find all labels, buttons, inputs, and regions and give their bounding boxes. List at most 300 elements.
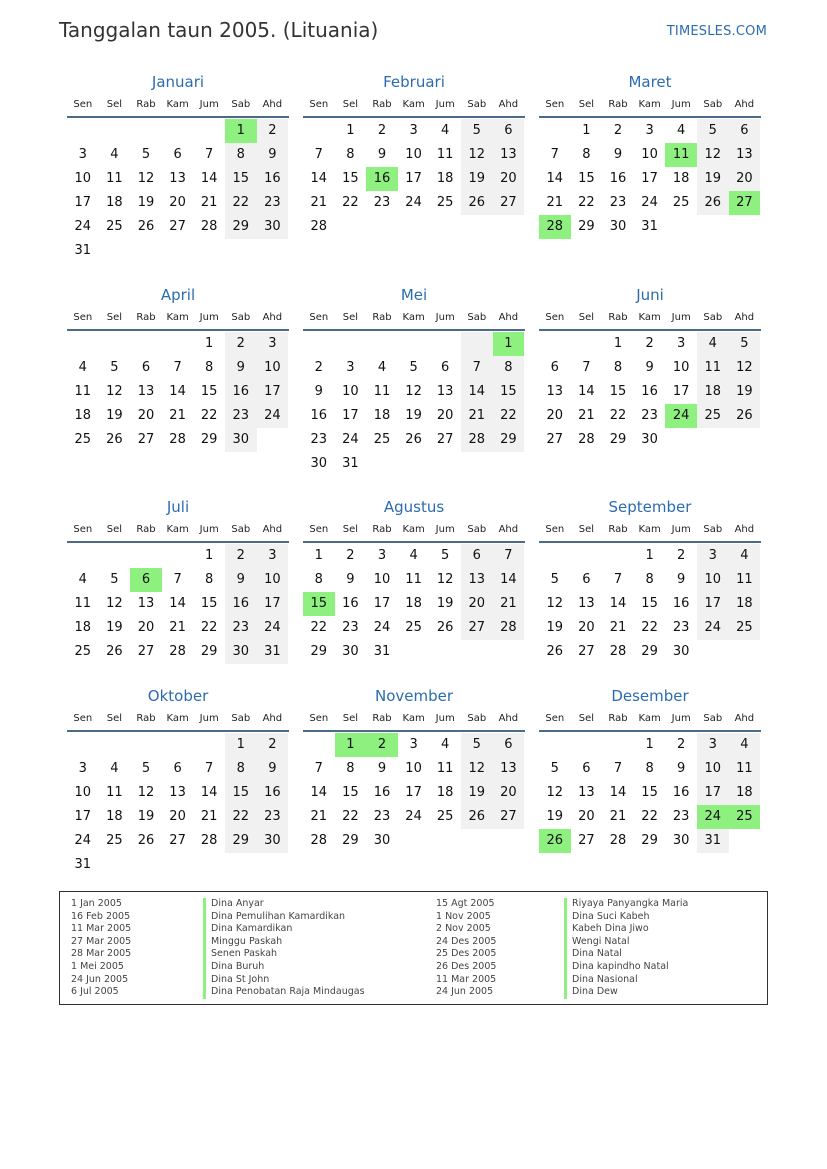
day-cell: 21 [310,809,328,824]
day-grid [539,119,761,239]
day-cell: 16 [672,785,690,800]
day-cell: 19 [436,596,454,611]
day-cell: 25 [672,195,690,210]
day-cell: 2 [225,544,257,568]
day-cell: 3 [257,544,289,568]
empty-cell [67,544,99,568]
day-cell: 25 [405,620,422,635]
day-cell: 13 [137,596,155,611]
empty-cell [303,332,335,356]
day-cell: 6 [550,360,559,375]
weekday-label: Rab [136,99,156,110]
weekday-header [303,307,525,331]
day-cell: 22 [200,408,218,423]
weekday-label: Sen [545,713,565,724]
holiday-day-cell: 24 [665,404,697,428]
weekday-label: Rab [136,524,156,535]
day-cell: 27 [169,219,186,234]
day-cell: 15 [200,596,218,611]
day-cell: 21 [609,620,627,635]
day-cell: 9 [613,147,623,162]
day-cell: 14 [546,171,564,186]
weekday-header [539,307,761,331]
day-cell: 18 [106,195,123,210]
day-cell: 20 [493,167,525,191]
day-cell: 8 [493,356,525,380]
holiday-day-cell: 16 [366,167,398,191]
day-cell: 8 [613,360,623,375]
day-cell: 17 [405,171,422,186]
day-cell: 25 [697,404,729,428]
day-cell: 23 [342,620,359,635]
weekday-header [67,708,289,732]
day-cell: 17 [257,592,289,616]
legend-holiday-name: Riyaya Panyangka Maria [564,898,688,911]
day-cell: 31 [257,640,289,664]
empty-cell [130,119,162,143]
day-cell: 5 [141,147,151,162]
legend-date: 2 Nov 2005 [436,923,491,935]
day-cell: 24 [74,833,92,848]
day-cell: 8 [205,572,214,587]
day-cell: 10 [257,356,289,380]
day-cell: 6 [493,119,525,143]
day-cell: 26 [697,191,729,215]
day-cell: 9 [377,147,387,162]
day-cell: 23 [373,195,391,210]
legend-names-left [203,898,365,999]
day-cell: 4 [110,147,119,162]
day-cell: 15 [342,171,359,186]
day-cell: 13 [546,384,564,399]
day-cell: 2 [377,123,387,138]
day-cell: 27 [578,833,595,848]
day-cell: 11 [729,568,761,592]
weekday-label: Jum [435,312,455,323]
day-cell: 29 [342,833,359,848]
day-cell: 12 [697,143,729,167]
holiday-day-cell: 1 [493,332,525,356]
day-cell: 12 [461,757,493,781]
day-cell: 6 [493,733,525,757]
day-cell: 3 [346,360,355,375]
day-cell: 17 [672,384,690,399]
month-name: Juni [636,286,664,304]
legend-holiday-name: Dina Penobatan Raja Mindaugas [203,986,365,999]
day-cell: 30 [672,833,690,848]
weekday-label: Kam [402,99,425,110]
day-cell: 19 [461,167,493,191]
weekday-label: Ahd [734,713,755,724]
day-cell: 8 [346,761,355,776]
weekday-label: Ahd [734,99,755,110]
day-cell: 20 [137,408,155,423]
day-cell: 4 [377,360,387,375]
day-cell: 19 [546,620,564,635]
weekday-label: Sen [545,99,565,110]
month-februari [303,72,525,239]
day-cell: 15 [200,384,218,399]
day-cell: 25 [106,219,123,234]
day-cell: 1 [314,548,323,563]
month-september [539,497,761,664]
weekday-label: Ahd [734,524,755,535]
day-cell: 7 [550,147,559,162]
day-cell: 14 [169,596,186,611]
page-title: Tanggalan taun 2005. (Lituania) [59,18,379,42]
day-cell: 27 [461,616,493,640]
day-grid [67,332,289,452]
day-cell: 7 [461,356,493,380]
legend-date: 1 Nov 2005 [436,910,491,922]
empty-cell [571,332,603,356]
weekday-label: Kam [166,524,189,535]
weekday-label: Sel [106,99,123,110]
day-cell: 8 [225,757,257,781]
day-cell: 14 [461,380,493,404]
day-grid [539,332,761,452]
day-cell: 7 [493,544,525,568]
day-cell: 31 [373,644,391,659]
day-cell: 2 [346,548,355,563]
day-cell: 5 [110,360,119,375]
holiday-day-cell: 6 [130,568,162,592]
day-cell: 2 [314,360,323,375]
day-cell: 19 [546,809,564,824]
day-cell: 22 [493,404,525,428]
day-cell: 22 [310,620,328,635]
day-cell: 14 [200,171,218,186]
day-cell: 15 [578,171,595,186]
day-cell: 15 [225,167,257,191]
month-name: September [608,498,692,516]
day-cell: 26 [729,404,761,428]
day-cell: 10 [405,147,422,162]
day-cell: 30 [672,644,690,659]
day-cell: 7 [205,147,214,162]
day-cell: 9 [677,572,686,587]
empty-cell [130,332,162,356]
day-cell: 13 [169,171,186,186]
day-cell: 7 [613,761,623,776]
weekday-label: Jum [671,312,691,323]
legend-date: 24 Des 2005 [436,935,497,947]
day-cell: 13 [729,143,761,167]
day-cell: 22 [225,191,257,215]
day-cell: 30 [257,215,289,239]
day-cell: 23 [310,432,328,447]
weekday-label: Sen [73,524,93,535]
weekday-header [67,519,289,543]
day-cell: 30 [257,829,289,853]
weekday-label: Ahd [262,524,283,535]
day-cell: 12 [106,384,123,399]
month-name: Februari [383,73,445,91]
weekday-header [303,708,525,732]
day-cell: 19 [697,167,729,191]
day-cell: 3 [697,544,729,568]
day-cell: 22 [200,620,218,635]
weekday-label: Kam [638,524,661,535]
weekday-label: Jum [435,713,455,724]
day-cell: 6 [582,572,591,587]
legend-date: 28 Mar 2005 [71,948,132,960]
month-name: Maret [628,73,672,91]
day-cell: 25 [74,644,92,659]
day-cell: 12 [729,356,761,380]
day-cell: 16 [672,596,690,611]
empty-cell [366,332,398,356]
month-april [67,285,289,452]
day-cell: 16 [225,592,257,616]
day-cell: 10 [373,572,391,587]
day-cell: 3 [377,548,387,563]
day-cell: 19 [729,380,761,404]
day-cell: 22 [641,620,658,635]
legend-holiday-name: Wengi Natal [564,936,688,949]
day-cell: 29 [225,829,257,853]
empty-cell [539,332,571,356]
day-cell: 25 [729,616,761,640]
weekday-label: Sen [73,312,93,323]
day-cell: 7 [613,572,623,587]
day-cell: 2 [645,336,654,351]
day-cell: 19 [106,620,123,635]
day-cell: 19 [106,408,123,423]
day-cell: 10 [405,761,422,776]
empty-cell [193,733,225,757]
weekday-label: Sel [578,99,595,110]
day-cell: 23 [641,408,658,423]
empty-cell [67,733,99,757]
day-cell: 17 [405,785,422,800]
weekday-label: Kam [166,312,189,323]
weekday-label: Rab [372,312,392,323]
weekday-label: Kam [402,312,425,323]
weekday-label: Jum [671,99,691,110]
day-cell: 28 [169,644,186,659]
day-cell: 11 [106,171,123,186]
day-cell: 12 [137,785,155,800]
empty-cell [67,119,99,143]
day-cell: 23 [609,195,627,210]
day-cell: 21 [546,195,564,210]
legend-date: 25 Des 2005 [436,948,497,960]
day-cell: 29 [641,644,658,659]
day-cell: 17 [373,596,391,611]
day-grid [539,544,761,664]
day-cell: 12 [546,596,564,611]
empty-cell [162,733,194,757]
day-grid [67,733,289,877]
day-cell: 4 [697,332,729,356]
day-cell: 21 [310,195,328,210]
brand-link[interactable]: TIMESLES.COM [666,24,767,39]
weekday-label: Ahd [498,99,519,110]
day-cell: 21 [200,195,218,210]
day-cell: 21 [200,809,218,824]
day-cell: 30 [310,456,328,471]
holiday-legend [59,891,768,1005]
day-grid [67,119,289,263]
day-cell: 13 [578,596,595,611]
day-cell: 16 [609,171,627,186]
weekday-label: Jum [671,713,691,724]
empty-cell [429,332,461,356]
day-cell: 24 [257,404,289,428]
day-cell: 25 [436,809,454,824]
weekday-label: Ahd [262,713,283,724]
day-cell: 2 [677,737,686,752]
day-cell: 23 [672,620,690,635]
day-cell: 20 [493,781,525,805]
day-cell: 6 [461,544,493,568]
day-cell: 8 [225,143,257,167]
day-cell: 17 [697,781,729,805]
day-cell: 29 [310,644,328,659]
day-cell: 29 [641,833,658,848]
day-cell: 30 [373,833,391,848]
weekday-label: Sen [309,312,329,323]
legend-date: 6 Jul 2005 [71,986,119,998]
day-cell: 4 [677,123,686,138]
day-cell: 21 [493,592,525,616]
day-cell: 21 [461,404,493,428]
day-cell: 4 [441,123,450,138]
day-cell: 11 [405,572,422,587]
day-cell: 13 [461,568,493,592]
weekday-label: Sel [106,312,123,323]
legend-holiday-name: Dina St John [203,974,365,987]
month-oktober [67,686,289,877]
day-cell: 13 [493,143,525,167]
day-grid [303,119,525,239]
day-cell: 27 [137,432,155,447]
day-cell: 18 [373,408,391,423]
day-cell: 5 [550,761,559,776]
day-cell: 23 [225,404,257,428]
day-cell: 1 [582,123,591,138]
day-cell: 17 [342,408,359,423]
weekday-label: Sen [545,312,565,323]
day-cell: 8 [205,360,214,375]
day-cell: 14 [493,568,525,592]
day-cell: 3 [409,737,418,752]
day-cell: 1 [205,548,214,563]
weekday-header [67,307,289,331]
empty-cell [67,332,99,356]
legend-holiday-name: Dina Pemulihan Kamardikan [203,911,365,924]
day-cell: 28 [169,432,186,447]
day-cell: 9 [314,384,323,399]
day-cell: 4 [729,733,761,757]
day-cell: 11 [697,356,729,380]
weekday-label: Kam [402,524,425,535]
day-cell: 30 [641,432,658,447]
day-cell: 14 [609,785,627,800]
day-cell: 18 [729,592,761,616]
holiday-day-cell: 15 [303,592,335,616]
day-cell: 25 [106,833,123,848]
day-cell: 23 [257,191,289,215]
weekday-label: Sab [231,524,251,535]
month-name: Desember [611,687,689,705]
weekday-label: Rab [608,312,628,323]
day-cell: 17 [74,195,92,210]
weekday-label: Kam [638,312,661,323]
day-cell: 24 [257,616,289,640]
day-cell: 25 [74,432,92,447]
day-cell: 16 [257,167,289,191]
day-cell: 3 [257,332,289,356]
day-cell: 29 [225,215,257,239]
weekday-label: Rab [608,713,628,724]
day-cell: 17 [641,171,658,186]
weekday-label: Jum [435,524,455,535]
month-juli [67,497,289,664]
day-cell: 14 [310,171,328,186]
weekday-label: Ahd [498,524,519,535]
weekday-label: Ahd [262,312,283,323]
day-cell: 22 [578,195,595,210]
day-cell: 3 [645,123,654,138]
day-cell: 5 [141,761,151,776]
empty-cell [602,544,634,568]
day-cell: 26 [461,805,493,829]
legend-holiday-name: Dina Buruh [203,961,365,974]
legend-date: 24 Jun 2005 [71,973,129,985]
legend-holiday-name: Minggu Paskah [203,936,365,949]
weekday-label: Kam [638,99,661,110]
legend-date: 24 Jun 2005 [436,986,494,998]
day-cell: 17 [257,380,289,404]
weekday-label: Sab [703,524,723,535]
day-cell: 9 [257,757,289,781]
day-cell: 31 [74,243,92,258]
day-cell: 24 [74,219,92,234]
weekday-label: Sel [578,713,595,724]
legend-holiday-name: Dina kapindho Natal [564,961,688,974]
weekday-label: Sab [467,524,487,535]
day-cell: 23 [257,805,289,829]
day-cell: 20 [137,620,155,635]
day-cell: 19 [405,408,422,423]
day-cell: 11 [436,147,454,162]
day-cell: 26 [405,432,422,447]
day-cell: 24 [405,195,422,210]
weekday-header [67,94,289,118]
day-cell: 7 [314,761,323,776]
legend-names-right [564,898,688,999]
day-cell: 2 [257,119,289,143]
day-cell: 7 [314,147,323,162]
empty-cell [193,119,225,143]
day-cell: 26 [137,219,155,234]
empty-cell [162,544,194,568]
day-cell: 25 [373,432,391,447]
day-cell: 9 [225,568,257,592]
day-cell: 24 [641,195,658,210]
day-cell: 14 [609,596,627,611]
day-cell: 29 [200,432,218,447]
empty-cell [303,119,335,143]
day-cell: 9 [225,356,257,380]
day-cell: 28 [609,644,627,659]
day-cell: 6 [729,119,761,143]
day-grid [303,544,525,664]
day-cell: 10 [74,171,92,186]
day-cell: 29 [609,432,627,447]
